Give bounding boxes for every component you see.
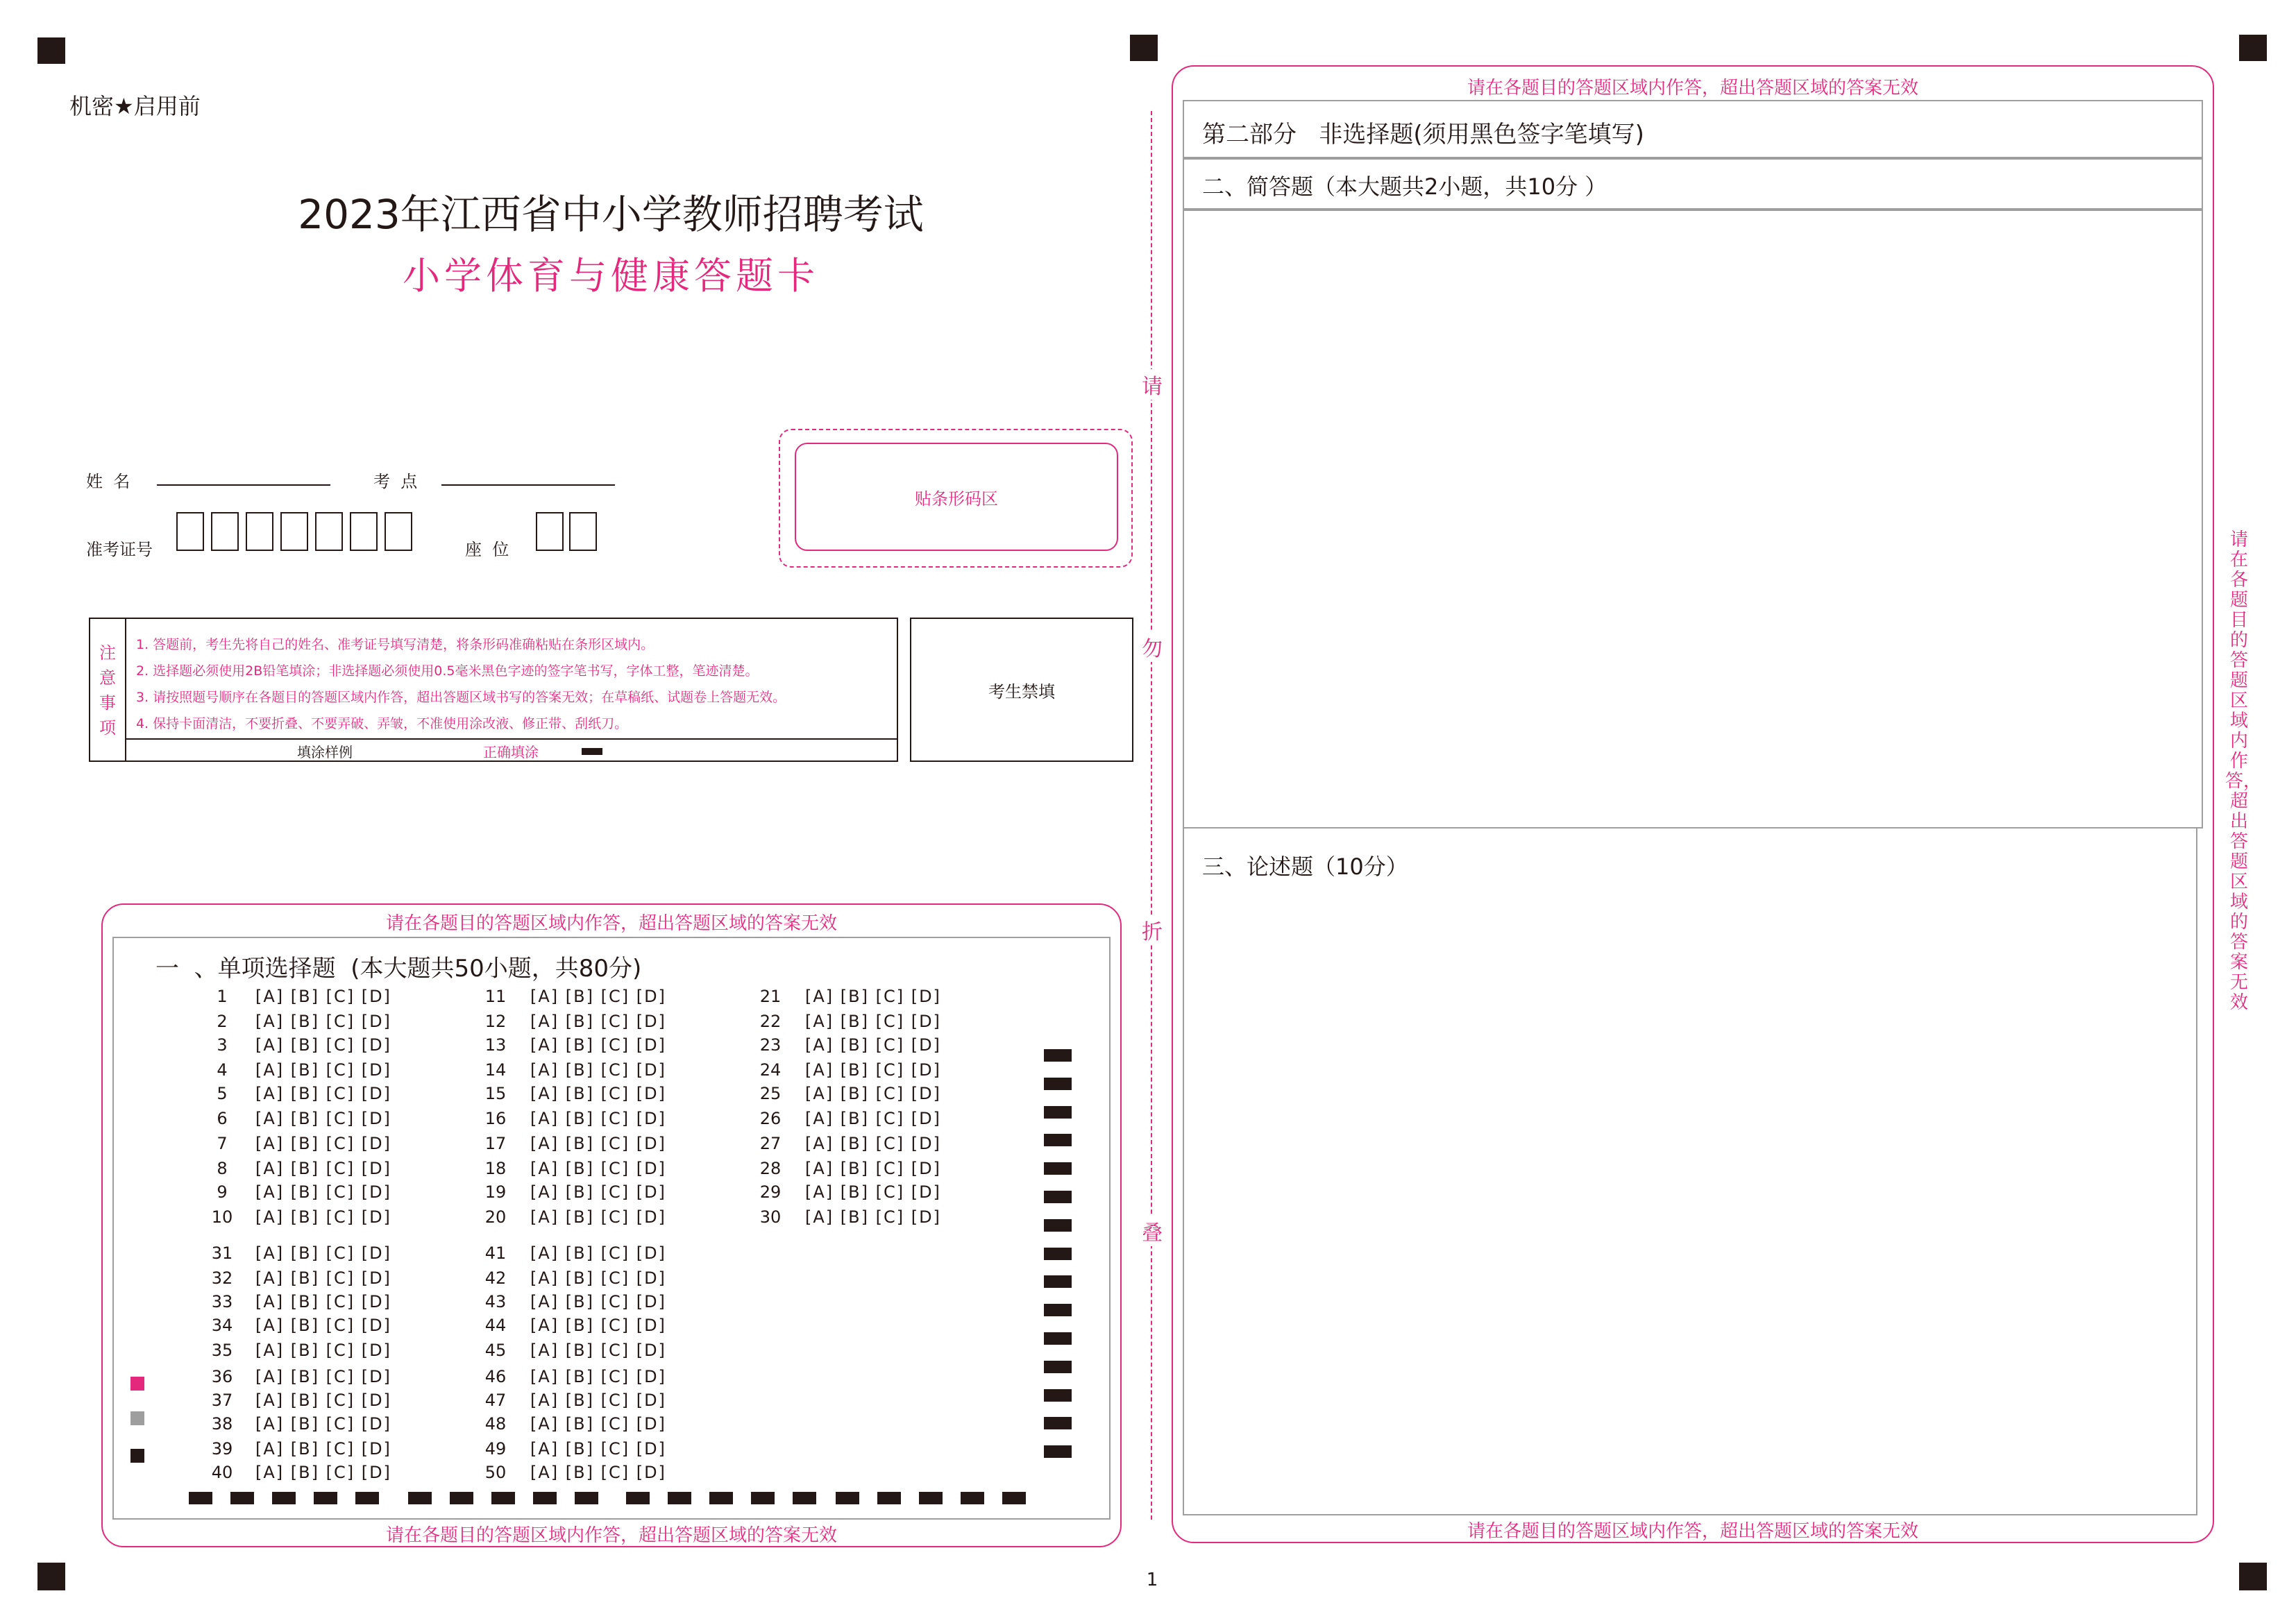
- question-number: 42: [484, 1268, 507, 1288]
- secret-label: 机密★启用前: [69, 93, 201, 119]
- correct-fill-sample: [582, 748, 602, 755]
- answer-options[interactable]: [A] [B] [C] [D]: [255, 1060, 391, 1080]
- timing-mark: [1044, 1134, 1072, 1146]
- notice-heading-char: 注: [99, 643, 116, 663]
- registration-mark-bottom-right: [2239, 1563, 2267, 1590]
- answer-options[interactable]: [A] [B] [C] [D]: [530, 1084, 666, 1103]
- page-number: 1: [1146, 1570, 1158, 1590]
- question-number: 11: [484, 987, 507, 1006]
- question-number: 7: [217, 1134, 228, 1153]
- answer-options[interactable]: [A] [B] [C] [D]: [530, 1316, 666, 1335]
- region-warning-bottom-right: 请在各题目的答题区域内作答，超出答题区域的答案无效: [1467, 1521, 1918, 1542]
- region-warning-bottom: 请在各题目的答题区域内作答，超出答题区域的答案无效: [385, 1525, 837, 1546]
- notice-heading-char: 事: [99, 693, 116, 713]
- answer-options[interactable]: [A] [B] [C] [D]: [530, 1439, 666, 1459]
- answer-options[interactable]: [A] [B] [C] [D]: [255, 1439, 391, 1459]
- examinee-forbidden-box: [910, 618, 1133, 762]
- answer-options[interactable]: [A] [B] [C] [D]: [805, 1134, 941, 1153]
- swatch-gray: [130, 1411, 144, 1425]
- essay-title: 三、论述题（10分）: [1202, 853, 1408, 880]
- swatch-black: [130, 1449, 144, 1463]
- timing-mark: [230, 1492, 254, 1504]
- question-number: 8: [217, 1159, 228, 1178]
- notice-heading-char: 意: [99, 668, 116, 688]
- question-number: 44: [484, 1316, 507, 1335]
- answer-options[interactable]: [A] [B] [C] [D]: [255, 1268, 391, 1288]
- answer-options[interactable]: [A] [B] [C] [D]: [255, 1109, 391, 1128]
- registration-mark-bottom-left: [37, 1563, 65, 1590]
- answer-options[interactable]: [A] [B] [C] [D]: [805, 1182, 941, 1202]
- seat-label: 座 位: [465, 540, 509, 559]
- notice-item-3: 3. 请按照题号顺序在各题目的答题区域内作答，超出答题区域书写的答案无效；在草稿纸、试题卷上答题无效。: [136, 690, 786, 705]
- timing-mark: [1044, 1304, 1072, 1316]
- timing-mark: [709, 1492, 733, 1504]
- answer-options[interactable]: [A] [B] [C] [D]: [530, 987, 666, 1006]
- answer-options[interactable]: [A] [B] [C] [D]: [805, 987, 941, 1006]
- timing-mark: [877, 1492, 901, 1504]
- id-digit-box[interactable]: [176, 512, 204, 551]
- answer-options[interactable]: [A] [B] [C] [D]: [805, 1084, 941, 1103]
- question-number: 2: [217, 1012, 228, 1031]
- answer-options[interactable]: [A] [B] [C] [D]: [255, 1012, 391, 1031]
- answer-options[interactable]: [A] [B] [C] [D]: [530, 1391, 666, 1410]
- question-number: 31: [211, 1243, 233, 1263]
- answer-options[interactable]: [A] [B] [C] [D]: [255, 1341, 391, 1360]
- answer-options[interactable]: [A] [B] [C] [D]: [530, 1159, 666, 1178]
- question-number: 21: [759, 987, 782, 1006]
- answer-options[interactable]: [A] [B] [C] [D]: [530, 1292, 666, 1311]
- answer-options[interactable]: [A] [B] [C] [D]: [805, 1060, 941, 1080]
- answer-options[interactable]: [A] [B] [C] [D]: [805, 1207, 941, 1227]
- question-number: 18: [484, 1159, 507, 1178]
- question-number: 13: [484, 1035, 507, 1055]
- timing-mark: [1044, 1332, 1072, 1345]
- timing-mark: [1044, 1248, 1072, 1260]
- answer-options[interactable]: [A] [B] [C] [D]: [530, 1182, 666, 1202]
- timing-mark: [1044, 1219, 1072, 1232]
- notice-item-1: 1. 答题前，考生先将自己的姓名、准考证号填写清楚，将条形码准确粘贴在条形区域内。: [136, 637, 655, 652]
- region-warning-top: 请在各题目的答题区域内作答，超出答题区域的答案无效: [385, 913, 837, 934]
- timing-mark: [355, 1492, 379, 1504]
- timing-mark: [575, 1492, 598, 1504]
- name-field[interactable]: [157, 484, 330, 486]
- question-number: 43: [484, 1292, 507, 1311]
- timing-mark: [491, 1492, 515, 1504]
- question-number: 4: [217, 1060, 228, 1080]
- question-number: 25: [759, 1084, 782, 1103]
- answer-options[interactable]: [A] [B] [C] [D]: [255, 1243, 391, 1263]
- seat-box-1[interactable]: [536, 512, 564, 551]
- question-number: 33: [211, 1292, 233, 1311]
- answer-options[interactable]: [A] [B] [C] [D]: [530, 1414, 666, 1434]
- id-label: 准考证号: [86, 540, 153, 559]
- answer-options[interactable]: [A] [B] [C] [D]: [255, 1207, 391, 1227]
- question-number: 46: [484, 1367, 507, 1386]
- question-number: 30: [759, 1207, 782, 1227]
- answer-options[interactable]: [A] [B] [C] [D]: [530, 1134, 666, 1153]
- short-answer-area[interactable]: [1183, 210, 2203, 829]
- question-number: 41: [484, 1243, 507, 1263]
- answer-options[interactable]: [A] [B] [C] [D]: [530, 1268, 666, 1288]
- question-number: 9: [217, 1182, 228, 1202]
- part2-title: 第二部分 非选择题(须用黑色签字笔填写): [1202, 121, 1644, 148]
- id-digit-box[interactable]: [211, 512, 239, 551]
- timing-mark: [1044, 1191, 1072, 1203]
- fold-char: 折: [1138, 915, 1166, 945]
- timing-mark: [1044, 1389, 1072, 1402]
- question-number: 29: [759, 1182, 782, 1202]
- answer-options[interactable]: [A] [B] [C] [D]: [530, 1109, 666, 1128]
- question-number: 32: [211, 1268, 233, 1288]
- answer-options[interactable]: [A] [B] [C] [D]: [255, 1367, 391, 1386]
- answer-options[interactable]: [A] [B] [C] [D]: [255, 1084, 391, 1103]
- question-number: 14: [484, 1060, 507, 1080]
- barcode-label: 贴条形码区: [915, 488, 998, 509]
- timing-mark: [314, 1492, 337, 1504]
- timing-mark: [751, 1492, 775, 1504]
- id-digit-box[interactable]: [315, 512, 343, 551]
- vertical-warning: 请在各题目的答题区域内作答，超出答题区域的答案无效: [2225, 529, 2262, 1013]
- id-digit-box[interactable]: [385, 512, 412, 551]
- timing-mark: [626, 1492, 650, 1504]
- short-answer-title: 二、简答题（本大题共2小题，共10分 ）: [1202, 173, 1607, 200]
- question-number: 15: [484, 1084, 507, 1103]
- timing-mark: [408, 1492, 432, 1504]
- answer-options[interactable]: [A] [B] [C] [D]: [255, 1035, 391, 1055]
- question-number: 34: [211, 1316, 233, 1335]
- question-number: 22: [759, 1012, 782, 1031]
- answer-options[interactable]: [A] [B] [C] [D]: [530, 1463, 666, 1482]
- answer-options[interactable]: [A] [B] [C] [D]: [255, 987, 391, 1006]
- question-number: 20: [484, 1207, 507, 1227]
- answer-options[interactable]: [A] [B] [C] [D]: [255, 1414, 391, 1434]
- registration-mark-top-left: [37, 37, 65, 64]
- question-number: 35: [211, 1341, 233, 1360]
- question-number: 27: [759, 1134, 782, 1153]
- question-number: 24: [759, 1060, 782, 1080]
- answer-options[interactable]: [A] [B] [C] [D]: [255, 1292, 391, 1311]
- question-number: 50: [484, 1463, 507, 1482]
- question-number: 5: [217, 1084, 228, 1103]
- timing-mark: [919, 1492, 943, 1504]
- exam-title: 2023年江西省中小学教师招聘考试: [298, 191, 924, 238]
- answer-options[interactable]: [A] [B] [C] [D]: [255, 1316, 391, 1335]
- timing-mark: [272, 1492, 296, 1504]
- question-number: 39: [211, 1439, 233, 1459]
- timing-mark: [1044, 1162, 1072, 1175]
- question-number: 19: [484, 1182, 507, 1202]
- question-number: 6: [217, 1109, 228, 1128]
- timing-mark: [961, 1492, 984, 1504]
- question-number: 28: [759, 1159, 782, 1178]
- answer-options[interactable]: [A] [B] [C] [D]: [530, 1035, 666, 1055]
- id-digit-box[interactable]: [350, 512, 378, 551]
- timing-mark: [1044, 1049, 1072, 1062]
- answer-options[interactable]: [A] [B] [C] [D]: [255, 1463, 391, 1482]
- fold-char: 叠: [1138, 1216, 1166, 1246]
- registration-mark-top-right: [2239, 35, 2267, 61]
- timing-mark: [1044, 1361, 1072, 1373]
- question-number: 49: [484, 1439, 507, 1459]
- timing-mark: [1044, 1106, 1072, 1119]
- timing-mark: [836, 1492, 859, 1504]
- question-number: 45: [484, 1341, 507, 1360]
- id-digit-box[interactable]: [280, 512, 308, 551]
- notice-divider: [126, 738, 898, 740]
- timing-mark: [450, 1492, 473, 1504]
- question-number: 1: [217, 987, 228, 1006]
- answer-options[interactable]: [A] [B] [C] [D]: [530, 1243, 666, 1263]
- timing-mark: [668, 1492, 691, 1504]
- site-field[interactable]: [441, 484, 615, 486]
- timing-mark: [533, 1492, 557, 1504]
- essay-area[interactable]: [1183, 827, 2197, 1515]
- timing-mark: [1044, 1445, 1072, 1458]
- question-number: 36: [211, 1367, 233, 1386]
- answer-options[interactable]: [A] [B] [C] [D]: [255, 1134, 391, 1153]
- question-number: 17: [484, 1134, 507, 1153]
- card-subtitle: 小学体育与健康答题卡: [403, 254, 819, 298]
- answer-options[interactable]: [A] [B] [C] [D]: [530, 1012, 666, 1031]
- question-number: 38: [211, 1414, 233, 1434]
- timing-mark: [1044, 1078, 1072, 1090]
- answer-options[interactable]: [A] [B] [C] [D]: [530, 1367, 666, 1386]
- id-digit-box[interactable]: [246, 512, 273, 551]
- site-label: 考 点: [373, 472, 418, 491]
- notice-item-2: 2. 选择题必须使用2B铅笔填涂；非选择题必须使用0.5毫米黑色字迹的签字笔书写，字体工整，笔迹清楚。: [136, 663, 759, 679]
- answer-options[interactable]: [A] [B] [C] [D]: [530, 1207, 666, 1227]
- answer-options[interactable]: [A] [B] [C] [D]: [805, 1012, 941, 1031]
- timing-mark: [1044, 1417, 1072, 1429]
- answer-options[interactable]: [A] [B] [C] [D]: [530, 1060, 666, 1080]
- timing-mark: [189, 1492, 212, 1504]
- notice-heading-char: 项: [99, 718, 116, 738]
- forbidden-label: 考生禁填: [988, 681, 1055, 702]
- question-number: 26: [759, 1109, 782, 1128]
- registration-mark-top-center: [1130, 35, 1158, 61]
- barcode-area: [795, 443, 1118, 551]
- question-number: 12: [484, 1012, 507, 1031]
- notice-box: [89, 618, 898, 762]
- answer-options[interactable]: [A] [B] [C] [D]: [255, 1159, 391, 1178]
- answer-options[interactable]: [A] [B] [C] [D]: [255, 1391, 391, 1410]
- question-number: 48: [484, 1414, 507, 1434]
- answer-options[interactable]: [A] [B] [C] [D]: [805, 1159, 941, 1178]
- answer-options[interactable]: [A] [B] [C] [D]: [805, 1035, 941, 1055]
- answer-options[interactable]: [A] [B] [C] [D]: [805, 1109, 941, 1128]
- question-number: 37: [211, 1391, 233, 1410]
- fold-char: 勿: [1138, 631, 1166, 662]
- notice-item-4: 4. 保持卡面清洁，不要折叠、不要弄破、弄皱，不准使用涂改液、修正带、刮纸刀。: [136, 716, 628, 731]
- answer-options[interactable]: [A] [B] [C] [D]: [255, 1182, 391, 1202]
- answer-options[interactable]: [A] [B] [C] [D]: [530, 1341, 666, 1360]
- mcq-title: 一 、单项选择题 (本大题共50小题，共80分): [155, 955, 642, 983]
- sample-label: 填涂样例: [297, 744, 353, 760]
- name-label: 姓 名: [86, 472, 130, 491]
- question-number: 10: [211, 1207, 233, 1227]
- question-number: 40: [211, 1463, 233, 1482]
- timing-mark: [1044, 1275, 1072, 1288]
- question-number: 47: [484, 1391, 507, 1410]
- question-number: 23: [759, 1035, 782, 1055]
- question-number: 16: [484, 1109, 507, 1128]
- swatch-pink: [130, 1377, 144, 1391]
- correct-fill-label: 正确填涂: [483, 744, 539, 760]
- timing-mark: [1002, 1492, 1026, 1504]
- notice-heading: [90, 619, 126, 762]
- region-warning-top-right: 请在各题目的答题区域内作答，超出答题区域的答案无效: [1467, 78, 1918, 99]
- fold-char: 请: [1138, 369, 1166, 400]
- seat-box-2[interactable]: [569, 512, 597, 551]
- timing-mark: [793, 1492, 816, 1504]
- question-number: 3: [217, 1035, 228, 1055]
- fold-line: [1151, 111, 1152, 1520]
